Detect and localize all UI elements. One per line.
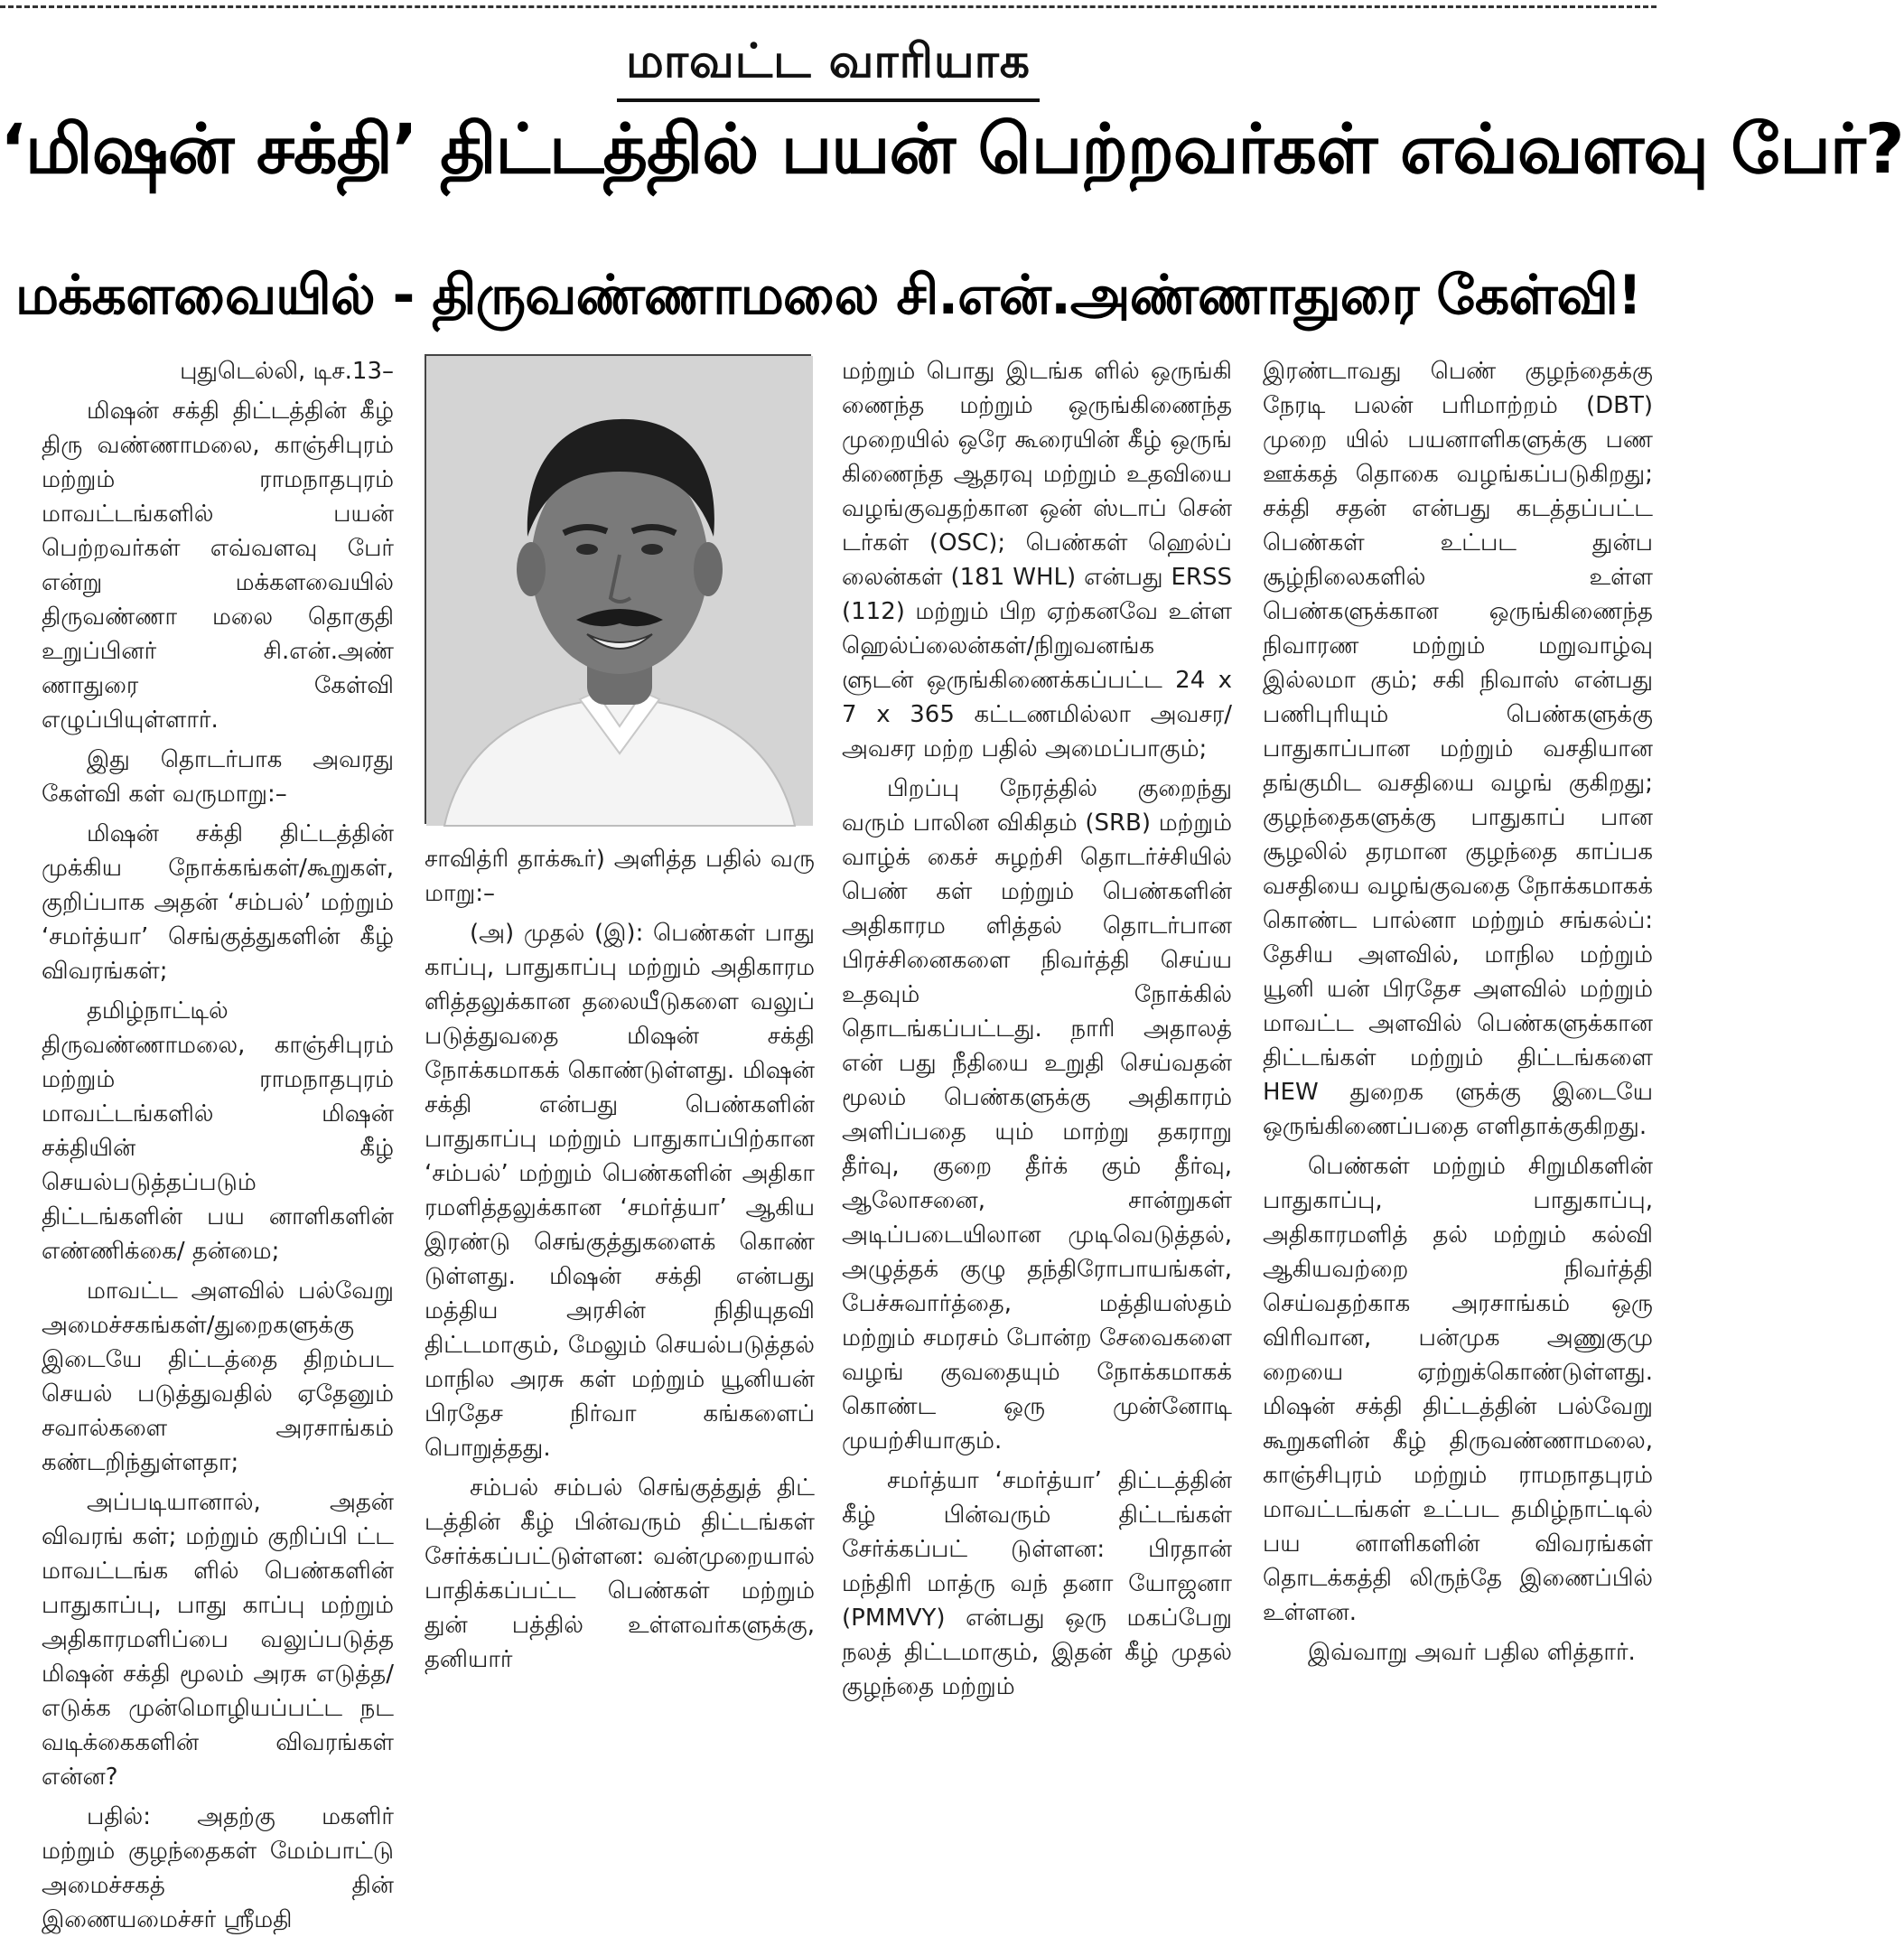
paragraph: சமர்த்யா ‘சமர்த்யா’ திட்டத்தின் கீழ் பின்வரும் திட்டங்கள் சேர்க்கப்பட் டுள்ளன: பிரதான் மந்திரி மாத்ரு வந் தனா யோஜனா (PMMVY) என்பது ஒரு மகப்பேறு நலத் திட்டமாகும், இதன் கீழ் முதல் குழந்தை மற்றும் <box>842 1467 1232 1700</box>
article-column-3 <box>842 354 1232 1700</box>
paragraph: சாவித்ரி தாக்கூர்) அளித்த பதில் வரு மாறு:– <box>425 846 815 907</box>
paragraph: பெண்கள் மற்றும் சிறுமிகளின் பாதுகாப்பு, பாதுகாப்பு, அதிகாரமளித் தல் மற்றும் கல்வி ஆகியவற்றை நிவர்த்தி செய்வதற்காக அரசாங்கம் ஒரு விரிவான, பன்முக அணுகுமு றையை ஏற்றுக்கொண்டுள்ளது. மிஷன் சக்தி திட்டத்தின் பல்வேறு கூறுகளின் கீழ் திருவண்ணாமலை, காஞ்சிபுரம் மற்றும் ராமநாதபுரம் மாவட்டங்கள் உட்பட தமிழ்நாட்டில் பய னாளிகளின் விவரங்கள் தொடக்கத்தி லிருந்தே இணைப்பில் உள்ளன. <box>1263 1153 1653 1626</box>
paragraph: இவ்வாறு அவர் பதில ளித்தார். <box>1308 1639 1636 1666</box>
article-column-4 <box>1263 354 1653 1675</box>
kicker-container <box>0 34 1657 102</box>
paragraph: (அ) முதல் (இ): பெண்கள் பாது காப்பு, பாதுகாப்பு மற்றும் அதிகாரம ளித்தலுக்கான தலையீடுகளை வலுப் படுத்துவதை மிஷன் சக்தி நோக்கமாகக் கொண்டுள்ளது. மிஷன் சக்தி என்பது பெண்களின் பாதுகாப்பு மற்றும் பாதுகாப்பிற்கான ‘சம்பல்’ மற்றும் பெண்களின் அதிகா ரமளித்தலுக்கான ‘சமர்த்யா’ ஆகிய இரண்டு செங்குத்துகளைக் கொண் டுள்ளது. மிஷன் சக்தி என்பது மத்திய அரசின் நிதியுதவி திட்டமாகும், மேலும் செயல்படுத்தல் மாநில அரசு கள் மற்றும் யூனியன் பிரதேச நிர்வா கங்களைப் பொறுத்தது. <box>425 920 815 1462</box>
paragraph: இரண்டாவது பெண் குழந்தைக்கு நேரடி பலன் பரிமாற்றம் (DBT) முறை யில் பயனாளிகளுக்கு பண ஊக்கத் தொகை வழங்கப்படுகிறது; சக்தி சதன் என்பது கடத்தப்பட்ட பெண்கள் உட்பட துன்ப சூழ்நிலைகளில் உள்ள பெண்களுக்கான ஒருங்கிணைந்த நிவாரண மற்றும் மறுவாழ்வு இல்லமா கும்; சகி நிவாஸ் என்பது பணிபுரியும் பெண்களுக்கு பாதுகாப்பான மற்றும் வசதியான தங்குமிட வசதியை வழங் குகிறது; குழந்தைகளுக்கு பாதுகாப் பான சூழலில் தரமான குழந்தை காப்பக வசதியை வழங்குவதை நோக்கமாகக் கொண்ட பால்னா மற்றும் சங்கல்ப்: தேசிய அளவில், மாநில மற்றும் யூனி யன் பிரதேச அளவில் மற்றும் மாவட்ட அளவில் பெண்களுக்கான திட்டங்கள் மற்றும் திட்டங்களை HEW துறைக ளுக்கு இடையே ஒருங்கிணைப்பதை எளிதாக்குகிறது. <box>1263 358 1653 1140</box>
paragraph: இது தொடர்பாக அவரது கேள்வி கள் வருமாறு:– <box>42 746 394 808</box>
paragraph: பிறப்பு நேரத்தில் குறைந்து வரும் பாலின விகிதம் (SRB) மற்றும் வாழ்க் கைச் சுழற்சி தொடர்ச்சியில் பெண் கள் மற்றும் பெண்களின் அதிகாரம ளித்தல் தொடர்பான பிரச்சினைகளை நிவர்த்தி செய்ய உதவும் நோக்கில் தொடங்கப்பட்டது. நாரி அதாலத் என் பது நீதியை உறுதி செய்வதன் மூலம் பெண்களுக்கு அதிகாரம் அளிப்பதை யும் மாற்று தகராறு தீர்வு, குறை தீர்க் கும் தீர்வு, ஆலோசனை, சான்றுகள் அடிப்படையிலான முடிவெடுத்தல், அழுத்தக் குழு தந்திரோபாயங்கள், பேச்சுவார்த்தை, மத்தியஸ்தம் மற்றும் சமரசம் போன்ற சேவைகளை வழங் குவதையும் நோக்கமாகக் கொண்ட ஒரு முன்னோடி முயற்சியாகும். <box>842 775 1232 1455</box>
paragraph: தமிழ்நாட்டில் திருவண்ணாமலை, காஞ்சிபுரம் மற்றும் ராமநாதபுரம் மாவட்டங்களில் மிஷன் சக்தியின் கீழ் செயல்படுத்தப்படும் திட்டங்களின் பய னாளிகளின் எண்ணிக்கை/ தன்மை; <box>42 997 394 1265</box>
paragraph: மிஷன் சக்தி திட்டத்தின் கீழ் திரு வண்ணாமலை, காஞ்சிபுரம் மற்றும் ராமநாதபுரம் மாவட்டங்களில் பயன் பெற்றவர்கள் எவ்வளவு பேர் என்று மக்களவையில் திருவண்ணா மலை தொகுதி உறுப்பினர் சி.என்.அண் ணாதுரை கேள்வி எழுப்பியுள்ளார். <box>42 398 394 734</box>
headline: ‘மிஷன் சக்தி’ திட்டத்தில் பயன் பெற்றவர்கள் எவ்வளவு பேர்? <box>0 108 1904 189</box>
top-dashed-border <box>0 5 1657 8</box>
dateline: புதுடெல்லி, டிச.13– <box>180 358 394 385</box>
portrait-illustration <box>426 356 813 826</box>
paragraph: பதில்: அதற்கு மகளிர் மற்றும் குழந்தைகள் மேம்பாட்டு அமைச்சகத் தின் இணையமைச்சர் ஸ்ரீமதி <box>42 1803 394 1933</box>
portrait-photo <box>425 354 811 824</box>
kicker-label: மாவட்ட வாரியாக <box>617 34 1040 102</box>
paragraph: சம்பல் சம்பல் செங்குத்துத் திட் டத்தின் கீழ் பின்வரும் திட்டங்கள் சேர்க்கப்பட்டுள்ளன: வன்முறையால் பாதிக்கப்பட்ட பெண்கள் மற்றும் துன் பத்தில் உள்ளவர்களுக்கு, தனியார் <box>425 1474 815 1673</box>
article-column-1 <box>42 354 394 1933</box>
paragraph: மிஷன் சக்தி திட்டத்தின் முக்கிய நோக்கங்கள்/கூறுகள், குறிப்பாக அதன் ‘சம்பல்’ மற்றும் ‘சமர்த்யா’ செங்குத்துகளின் கீழ் விவரங்கள்; <box>42 820 394 985</box>
paragraph: மாவட்ட அளவில் பல்வேறு அமைச்சகங்கள்/துறைகளுக்கு இடையே திட்டத்தை திறம்பட செயல் படுத்துவதில் ஏதேனும் சவால்களை அரசாங்கம் கண்டறிந்துள்ளதா; <box>42 1277 394 1476</box>
paragraph: அப்படியானால், அதன் விவரங் கள்; மற்றும் குறிப்பி ட்ட மாவட்டங்க ளில் பெண்களின் பாதுகாப்பு, பாது காப்பு மற்றும் அதிகாரமளிப்பை வலுப்படுத்த மிஷன் சக்தி மூலம் அரசு எடுத்த/ எடுக்க முன்மொழியப்பட்ட நட வடிக்கைகளின் விவரங்கள் என்ன? <box>42 1489 394 1791</box>
subheadline: மக்களவையில் - திருவண்ணாமலை சி.என்.அண்ணாதுரை கேள்வி! <box>14 264 1642 327</box>
paragraph: மற்றும் பொது இடங்க ளில் ஒருங்கி ணைந்த மற்றும் ஒருங்கிணைந்த முறையில் ஒரே கூரையின் கீழ் ஒருங் கிணைந்த ஆதரவு மற்றும் உதவியை வழங்குவதற்கான ஒன் ஸ்டாப் சென் டர்கள் (OSC); பெண்கள் ஹெல்ப் லைன்கள் (181 WHL) என்பது ERSS (112) மற்றும் பிற ஏற்கனவே உள்ள ஹெல்ப்லைன்கள்/நிறுவனங்க ளுடன் ஒருங்கிணைக்கப்பட்ட 24 x 7 x 365 கட்டணமில்லா அவசர/அவசர மற்ற பதில் அமைப்பாகும்; <box>842 358 1232 763</box>
article-column-2 <box>425 354 815 1675</box>
